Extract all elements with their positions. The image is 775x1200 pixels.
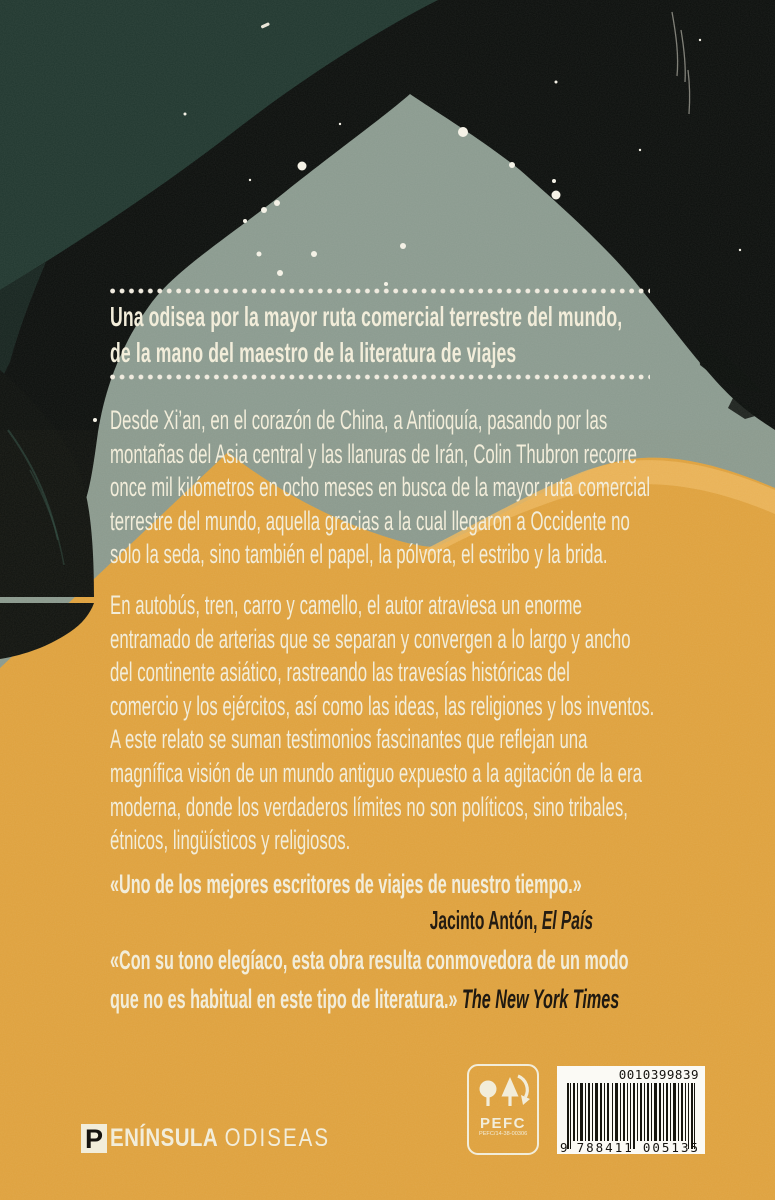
synopsis-paragraph-1 bbox=[110, 404, 650, 572]
publication-name: The New York Times bbox=[461, 984, 620, 1014]
text-line: magnífica visión de un mundo antiguo expuesto a la agitación de la era bbox=[110, 757, 643, 788]
text-line: que no es habitual en este tipo de literatura.» The New York Times bbox=[110, 984, 620, 1014]
text-line: En autobús, tren, carro y camello, el autor atraviesa un enorme bbox=[110, 590, 582, 620]
publication-name: El País bbox=[541, 905, 593, 935]
headline bbox=[110, 299, 622, 370]
peninsula-logo bbox=[110, 1124, 330, 1153]
pefc-code: PEFC/14-38-00306 bbox=[478, 1130, 528, 1137]
text-line: entramado de arterias que se separan y convergen a lo largo y ancho bbox=[110, 623, 631, 654]
peninsula-logo-mark: P bbox=[81, 1124, 107, 1153]
text-line: A este relato se suman testimonios fascinantes que reflejan una bbox=[110, 724, 588, 755]
isbn-barcode bbox=[557, 1066, 705, 1154]
barcode-top-number: 0010399839 bbox=[618, 1067, 699, 1082]
dotted-divider-top bbox=[110, 288, 650, 294]
pefc-trees-icon bbox=[475, 1073, 531, 1115]
press-quote-1: «Uno de los mejores escritores de viajes de nuestro tiempo.» bbox=[110, 869, 582, 899]
isbn-digits: 9 788411 005135 bbox=[560, 1140, 700, 1155]
dotted-divider-bottom bbox=[110, 374, 650, 380]
publisher-name: ENÍNSULA bbox=[110, 1124, 219, 1152]
text-line: «Con su tono elegíaco, esta obra resulta conmovedora de un modo bbox=[110, 945, 629, 975]
press-quote-1-attribution bbox=[110, 905, 593, 936]
text-line: moderna, donde los verdaderos límites no son políticos, sino tribales, bbox=[110, 791, 628, 822]
text-line: terrestre del mundo, aquella gracias a la cual llegaron a Occidente no bbox=[110, 505, 630, 536]
collection-name: ODISEAS bbox=[224, 1124, 331, 1152]
text-line: once mil kilómetros en ocho meses en busca de la mayor ruta comercial bbox=[110, 472, 651, 503]
text-line: solo la seda, sino también el papel, la pólvora, el estribo y la brida. bbox=[110, 539, 608, 570]
text-line: comercio y los ejércitos, así como las ideas, las religiones y los inventos. bbox=[110, 690, 655, 721]
critic-name: Jacinto Antón, bbox=[429, 905, 542, 935]
pefc-certification bbox=[467, 1064, 539, 1155]
synopsis-paragraph-2 bbox=[110, 589, 654, 858]
pefc-label: PEFC bbox=[479, 1115, 526, 1132]
text-line: montañas del Asia central y las llanuras de Irán, Colin Thubron recorre bbox=[110, 438, 638, 469]
headline-line: Una odisea por la mayor ruta comercial terrestre del mundo, bbox=[110, 301, 623, 332]
text-line: étnicos, lingüísticos y religiosos. bbox=[110, 825, 351, 856]
text-line: del continente asiático, rastreando las travesías históricas del bbox=[110, 657, 570, 688]
text-line: Desde Xi’an, en el corazón de China, a Antioquía, pasando por las bbox=[110, 405, 608, 435]
press-quote-2 bbox=[110, 941, 629, 1019]
headline-line: de la mano del maestro de la literatura de viajes bbox=[110, 336, 517, 368]
